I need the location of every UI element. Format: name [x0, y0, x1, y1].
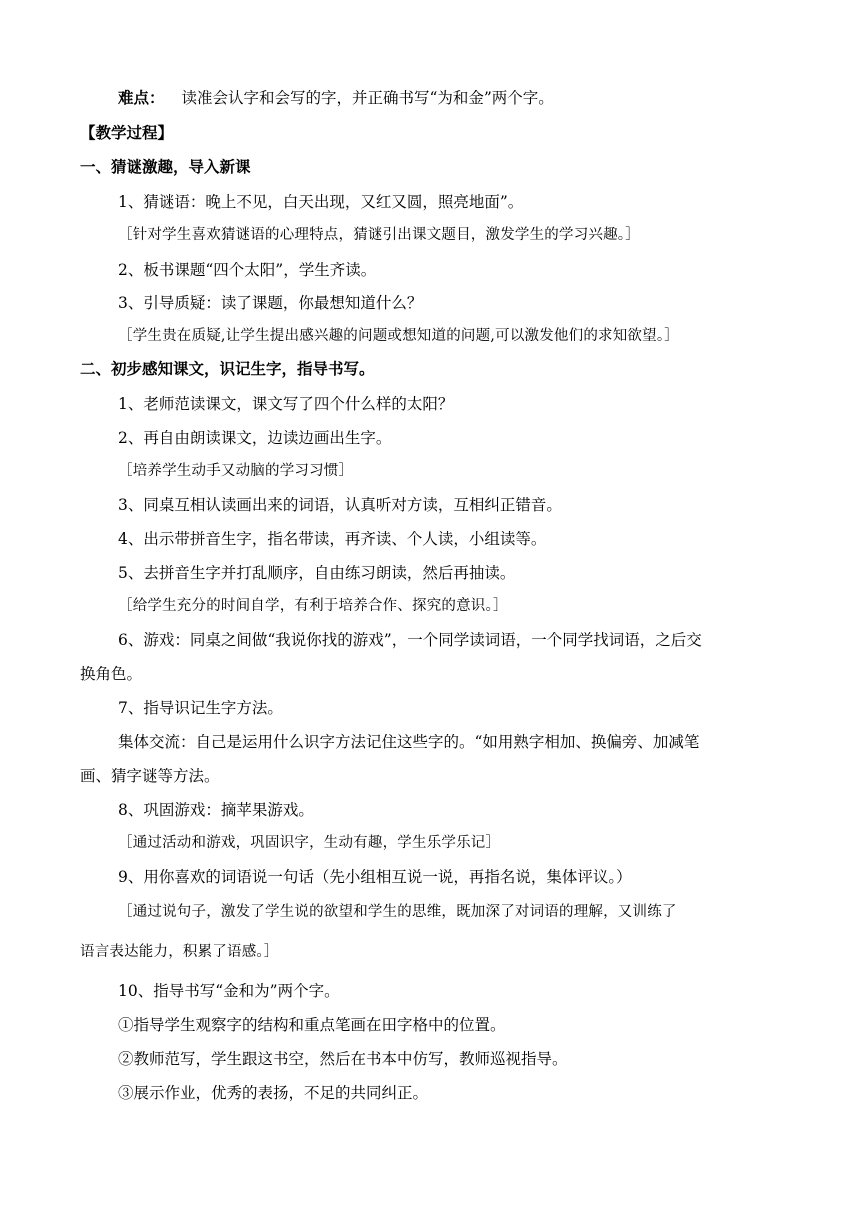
part2-item-7: 7、指导识记生字方法。 [118, 699, 283, 717]
part1-note-2: ［学生贵在质疑,让学生提出感兴趣的问题或想知道的问题,可以激发他们的求知欲望。］ [118, 328, 679, 344]
part1-heading: 一、猜谜激趣，导入新课 [80, 157, 251, 176]
difficulty-text: 读准会认字和会写的字，并正确书写“为和金”两个字。 [181, 89, 554, 107]
difficulty-line [118, 88, 554, 108]
part2-sub-1: ①指导学生观察字的结构和重点笔画在田字格中的位置。 [118, 1016, 506, 1034]
part2-note-4: ［通过说句子，激发了学生说的欲望和学生的思维，既加深了对词语的理解，又训练了 [118, 904, 677, 920]
part2-item-2: 2、再自由朗读课文，边读边画出生字。 [118, 429, 392, 447]
part2-exchange: 集体交流：自己是运用什么识字方法记住这些字的。“如用熟字相加、换偏旁、加减笔 [118, 733, 700, 751]
difficulty-label: 难点： [118, 88, 165, 107]
part2-item-4: 4、出示带拼音生字，指名带读，再齐读、个人读，小组读等。 [118, 530, 547, 548]
part2-exchange-cont: 画、猜字谜等方法。 [80, 767, 220, 785]
part1-item-3: 3、引导质疑：读了课题，你最想知道什么？ [118, 294, 423, 312]
part2-item-8: 8、巩固游戏：摘苹果游戏。 [118, 801, 314, 819]
part2-sub-2: ②教师范写，学生跟这书空，然后在书本中仿写，教师巡视指导。 [118, 1050, 568, 1068]
part2-note-2: ［给学生充分的时间自学，有利于培养合作、探究的意识。］ [118, 598, 508, 614]
part2-item-6-cont: 换角色。 [80, 665, 143, 683]
part2-note-3: ［通过活动和游戏，巩固识字，生动有趣，学生乐学乐记］ [118, 835, 501, 851]
section-heading: 【教学过程】 [80, 123, 174, 142]
part2-note-1: ［培养学生动手又动脑的学习习惯］ [118, 463, 354, 479]
part2-item-3: 3、同桌互相认读画出来的词语，认真听对方读，互相纠正错音。 [118, 496, 562, 514]
part2-item-1: 1、老师范读课文，课文写了四个什么样的太阳？ [118, 395, 454, 413]
part1-note-1: ［针对学生喜欢猜谜语的心理特点，猜谜引出课文题目，激发学生的学习兴趣。］ [118, 227, 640, 243]
part1-item-1: 1、猜谜语：晚上不见，白天出现，又红又圆，照亮地面”。 [118, 193, 524, 211]
part2-heading: 二、初步感知课文，识记生字，指导书写。 [80, 359, 375, 378]
part1-item-2: 2、板书课题“四个太阳”，学生齐读。 [118, 261, 377, 279]
part2-item-5: 5、去拼音生字并打乱顺序，自由练习朗读，然后再抽读。 [118, 564, 516, 582]
part2-item-6: 6、游戏：同桌之间做“我说你找的游戏”，一个同学读词语，一个同学找词语，之后交 [118, 631, 702, 649]
part2-item-9: 9、用你喜欢的词语说一句话（先小组相互说一说，再指名说，集体评议。） [118, 868, 632, 886]
part2-item-10: 10、指导书写“金和为”两个字。 [118, 982, 340, 1000]
part2-sub-3: ③展示作业，优秀的表扬，不足的共同纠正。 [118, 1084, 429, 1102]
part2-note-4-cont: 语言表达能力，积累了语感。］ [80, 944, 279, 960]
